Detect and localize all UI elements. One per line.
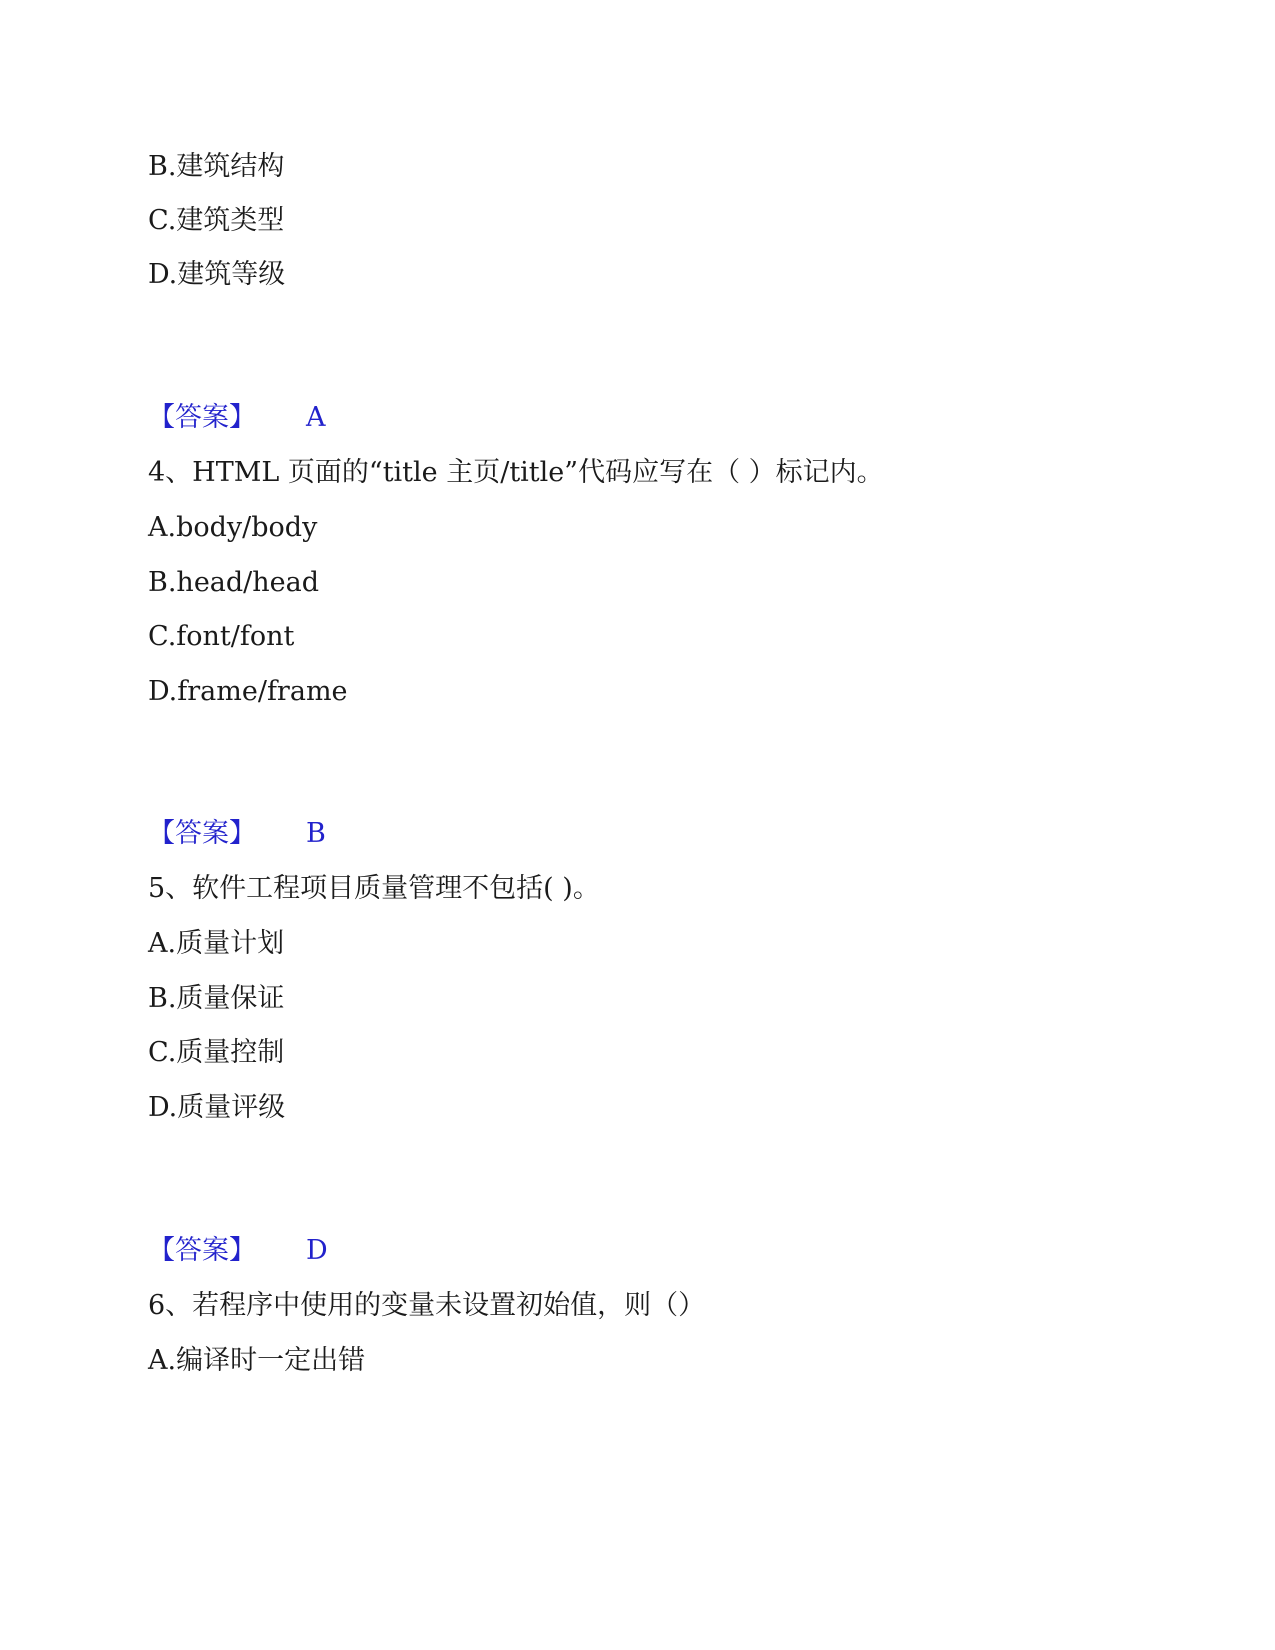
q4-answer: [148, 817, 326, 851]
q3-option-c: C.建筑类型: [148, 205, 285, 236]
answer-label: 【答案】: [148, 818, 256, 849]
answer-value: A: [306, 402, 326, 433]
q5-option-c: C.质量控制: [148, 1037, 285, 1068]
q4-option-b: B.head/head: [148, 567, 320, 598]
q3-option-b: B.建筑结构: [148, 151, 285, 182]
q5-option-b: B.质量保证: [148, 983, 285, 1014]
q4-stem: 4、HTML 页面的“title 主页/title”代码应写在（ ）标记内。: [148, 457, 884, 488]
q5-option-d: D.质量评级: [148, 1092, 286, 1123]
q4-option-a: A.body/body: [148, 512, 318, 543]
q3-option-d: D.建筑等级: [148, 259, 286, 290]
q6-stem: 6、若程序中使用的变量未设置初始值，则（）: [148, 1290, 706, 1321]
answer-label: 【答案】: [148, 402, 256, 433]
q4-option-c: C.font/font: [148, 621, 295, 652]
answer-value: D: [306, 1235, 328, 1266]
q5-option-a: A.质量计划: [148, 928, 285, 959]
answer-label: 【答案】: [148, 1235, 256, 1266]
q3-answer: [148, 401, 326, 435]
q4-option-d: D.frame/frame: [148, 676, 348, 707]
q6-option-a: A.编译时一定出错: [148, 1345, 366, 1376]
answer-value: B: [306, 818, 326, 849]
q5-answer: [148, 1234, 328, 1268]
q5-stem: 5、软件工程项目质量管理不包括( )。: [148, 873, 600, 904]
